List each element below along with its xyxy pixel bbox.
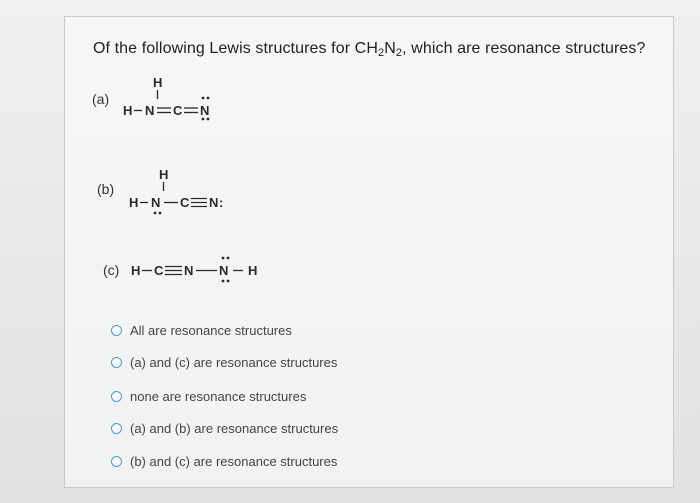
lone-pair-dot bbox=[159, 212, 162, 215]
structure-a-atom-n2: N bbox=[200, 103, 210, 118]
structure-c-atom-h1: H bbox=[131, 263, 141, 278]
option-label: All are resonance structures bbox=[130, 323, 292, 338]
structure-c-label: (c) bbox=[103, 262, 120, 278]
structure-a-top-h: H bbox=[153, 75, 163, 90]
lone-pair-dot bbox=[202, 97, 205, 100]
lone-pair-dot bbox=[154, 212, 157, 215]
question-sub-1: 2 bbox=[378, 47, 385, 59]
structure-c bbox=[127, 251, 317, 291]
option-all-resonance[interactable] bbox=[111, 323, 292, 338]
lone-pair-dot bbox=[227, 280, 230, 283]
option-label: (a) and (b) are resonance structures bbox=[130, 421, 339, 436]
structure-c-atom-n1: N bbox=[184, 263, 194, 278]
radio-button[interactable] bbox=[111, 456, 122, 467]
structure-c-atom-h2: H bbox=[248, 263, 258, 278]
structure-a-atom-n1: N bbox=[145, 103, 155, 118]
question-prefix: Of the following Lewis structures for CH bbox=[93, 40, 378, 57]
lone-pair-dot bbox=[222, 257, 225, 260]
lone-pair-dot bbox=[207, 97, 210, 100]
question-text bbox=[93, 40, 646, 58]
question-mid: N bbox=[384, 40, 396, 57]
structure-a-atom-h: H bbox=[123, 103, 133, 118]
structure-a-atom-c: C bbox=[173, 103, 183, 118]
structure-b bbox=[125, 164, 275, 224]
option-b-and-c[interactable] bbox=[111, 454, 337, 469]
option-a-and-c[interactable] bbox=[111, 355, 337, 370]
structure-b-atom-h: H bbox=[129, 195, 139, 210]
structure-b-atom-n2: N bbox=[209, 195, 219, 210]
structure-a bbox=[119, 72, 269, 132]
structure-c-atom-c: C bbox=[154, 263, 164, 278]
structure-b-lone-pair: : bbox=[219, 195, 224, 210]
structure-c-atom-n2: N bbox=[219, 263, 229, 278]
option-none[interactable] bbox=[111, 389, 306, 404]
option-label: (a) and (c) are resonance structures bbox=[130, 355, 338, 370]
lone-pair-dot bbox=[207, 118, 210, 121]
radio-button[interactable] bbox=[111, 357, 122, 368]
structure-b-atom-c: C bbox=[180, 195, 190, 210]
structure-a-label: (a) bbox=[92, 91, 110, 107]
structure-b-label: (b) bbox=[97, 181, 115, 197]
radio-button[interactable] bbox=[111, 325, 122, 336]
lone-pair-dot bbox=[227, 257, 230, 260]
structure-b-atom-n1: N bbox=[151, 195, 161, 210]
question-suffix: , which are resonance structures? bbox=[402, 40, 646, 57]
radio-button[interactable] bbox=[111, 391, 122, 402]
structure-b-top-h: H bbox=[159, 167, 169, 182]
option-a-and-b[interactable] bbox=[111, 421, 338, 436]
lone-pair-dot bbox=[222, 280, 225, 283]
option-label: (b) and (c) are resonance structures bbox=[130, 454, 338, 469]
lone-pair-dot bbox=[202, 118, 205, 121]
option-label: none are resonance structures bbox=[130, 389, 307, 404]
question-card bbox=[64, 16, 674, 488]
radio-button[interactable] bbox=[111, 423, 122, 434]
question-sub-2: 2 bbox=[395, 47, 403, 59]
